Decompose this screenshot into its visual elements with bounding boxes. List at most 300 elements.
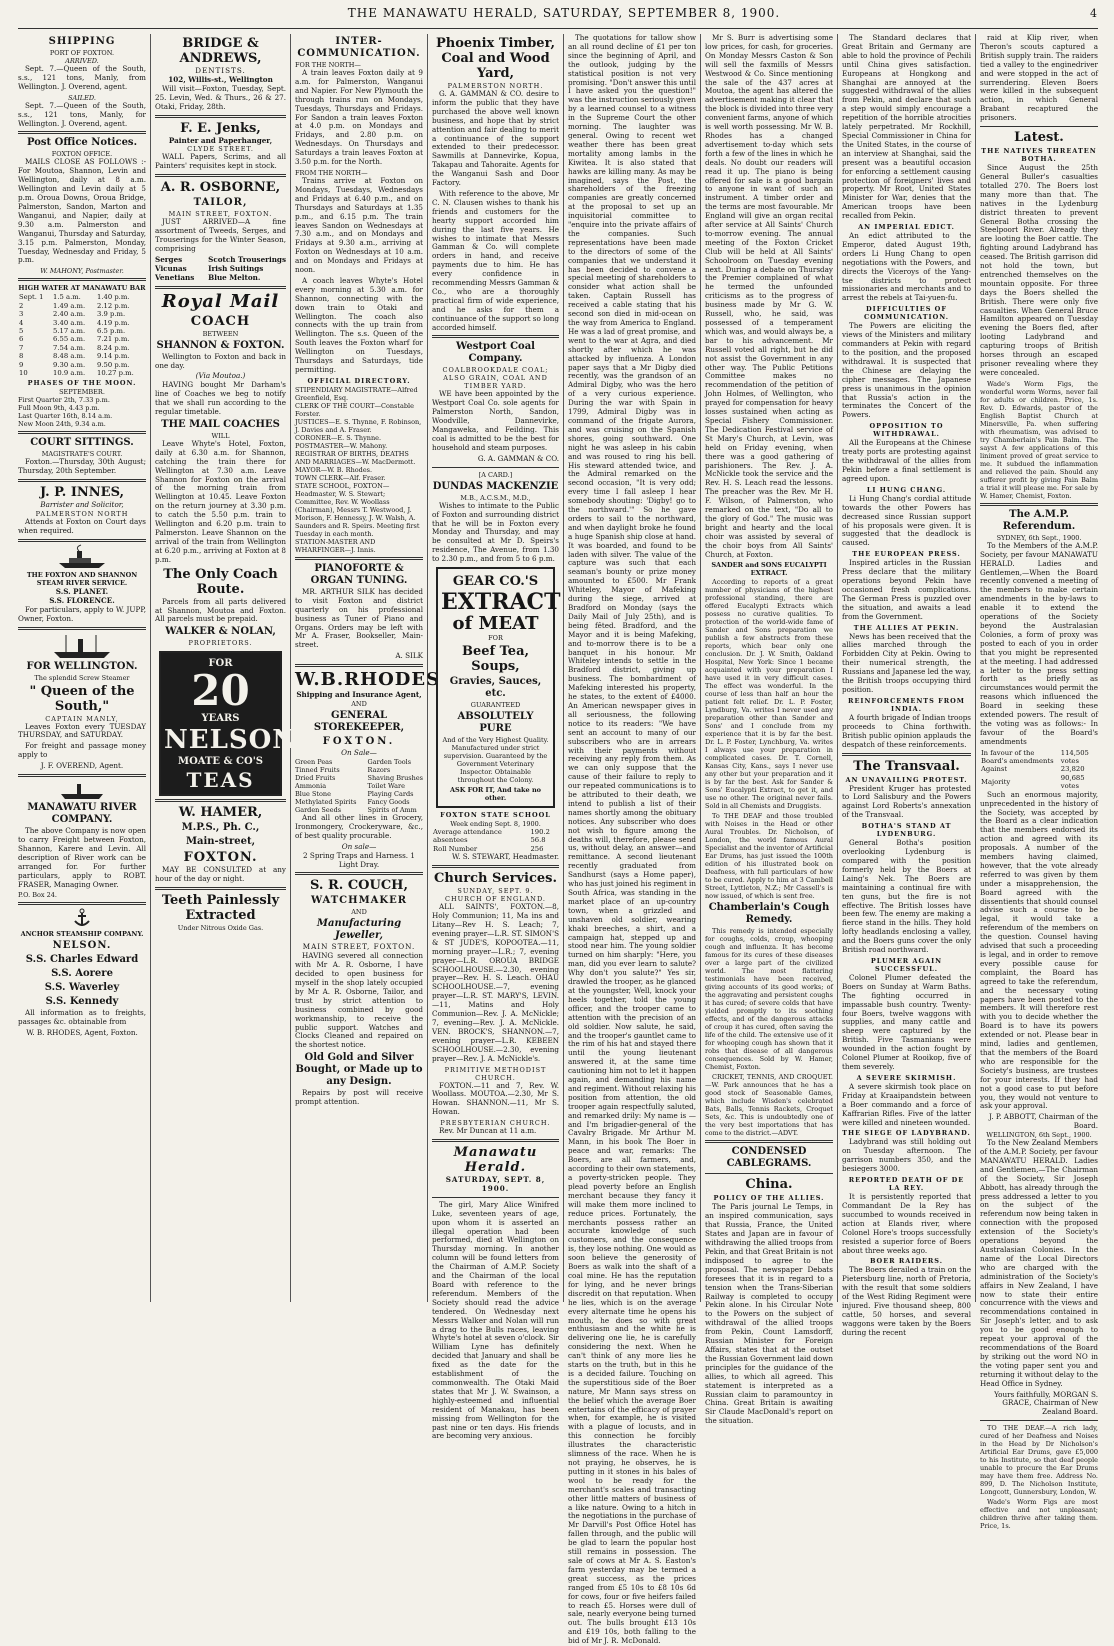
protest-heading: AN UNAVAILING PROTEST. <box>845 775 968 784</box>
nelson-name: NELSON <box>164 725 298 756</box>
school-row-cell: 56.8 <box>530 836 546 845</box>
sale-item: Green Peas <box>295 757 333 766</box>
herald-text: The girl, Mary Alice Winifred Luke, seventeen years of age, upon whom it is asserted an illegal operation had been performed, died at Wellington on Thursday morning. In another column will be found letters from the Chairman of A.M.P. Society and the Chairman of the local Board with reference to the referendum. Members of the Society should read the advice tendered. On Wednesday next Messrs Walker and Nolan will run a drag to the Bulls races, leaving Whyte's hotel at seven o'clock. Sir William Lyne has definitely decided that January and shall be fixed as the date for the establishment of the commonwealth. The Otaki Maid states that Mr J. W. Swainson, a highly-esteemed and influential resident of Manakau, has been missing from Wellington for the past nine or ten days. His friends are becoming very anxious. <box>432 1199 559 1441</box>
moon-phase: First Quarter 2th, 7.33 p.m. <box>18 396 110 405</box>
anchor-text: All information as to freights, passages &c. obtainable from <box>18 1008 146 1027</box>
school-row-cell: Average attendance <box>433 828 502 837</box>
coach-text: A coach leaves Whyte's Hotel every morning at 5.30 a.m. for Shannon, connecting with the down train to Otaki and Wellington. The coach also connects with the up train from Wellington. The s.s. Queen of the South leaves the Foxton wharf for Wellington on Tuesdays, Thursdays and Saturdays, tide permitting. <box>295 275 423 374</box>
westport-sub: COALBROOKDALE COAL; <box>442 366 549 375</box>
news-text-col5: The quotations for tallow show an all round decline of £1 per ton since the beginning of April, and the outlook, judging by the statistical position is not very promising. "Don't answer this until I have asked you the question!" was the instruction seriously given by a learned counsel to a witness in the Supreme Court the other morning. The laughter was general. Owing to recent wet weather there has been great mortality among lambs in the Kiwitea. It is also stated that hawks are killing many. As may be imagined, says the Post, the shareholders of the freezing companies are greatly concerned at the proposal to set up an inquisitorial committee to "enquire into the private affairs of the companies. Such representations have been made to the directors of some of the companies that we understand it has been decided to convene a special meeting of shareholders to consider what action shall be taken. Captain Russell has received a cable stating that his second son died in mid-ocean on the way from America to England. He was a lad of great promise, and went to the war at Agra, and died shortly after which he was attacked by influenza. A London paper says that a Mr Digby died recently, was the grandson of an Admiral Digby, who was the hero of a very curious experience. During the war with Spain in 1799, Admiral Digby was in command of the frigate Aurora, and was cruising on the Spanish shores, going southward. One night he was asleep in his cabin and was roused to ring his bell. His steward attended twice, and the Admiral remarked on the second occasion, "It is very odd; every time I fall asleep I hear somebody shouting: 'Digby! go to the northward.'" So he gave orders to sail to the northward, and when daylight broke he found a huge Spanish ship close at hand. It was boarded, and found to be laden with silver. The value of the capture was such that each seaman's bounty or prize money amounted to £500. Mr Frank Whiteley, Mayor of Mafeking during the siege, arrived at Bradford on Monday (says the Daily Mail of July 25th), and is being fêted. Bradford, and the Mayor and it is being Mafeking, and to-morrow there is to be a banquet in his honour. Mr Whiteley intends to settle in the Bradford district, giving up business. The bombardment of Mafeking interested his property, he states, to the extent of £4000. An American newspaper gives in all seriousness, the following notice to its readers: "We have sent an account to many of our subscribers who are in arrears with their payments without receiving any reply from them. As we can only suppose that the cause of their failure to reply to our repeated communications is to be attributed to their death, we intend to publish a list of their names shortly among the obituary notices. Any subscriber who does not wish to figure among the deaths will, therefore, please send us, without delay, an answer—and remittance. A second lieutenant recently graduated from Sandhurst (says a Home paper), who has just joined his regiment in South Africa, was standing in the market place of an up-country town, when a grizzled and unshaven old soldier, wearing khaki breeches, a shirt, and a campaign hat, stepped up and stood near him. The young soldier turned on him sharply: "Here, you man, did you ever learn to salute? Why don't you salute?" Yes sir, drawled the trooper, as he glanced at the youngster, Well, knock your heels together, told the young officer, and the trooper came to attention with the precision of an old soldier. Now salute, he said, and the trooper's gauntlet came to the rim of his hat and stayed there until the young lieutenant answered it, at the same time cautioning him not to let it happen again, and demanding his name and regiment. Without relaxing his position from attention, the old trooper again respectfully saluted, and remarked drily: My name is — and I'm brigadier-general of the Cavalry Brigade. Mr Arthur M. Mann, in his book The Boer in peace and war, remarks: The Boers, are all farmers, and, according to their own statements, a poverty-stricken people. They plead poverty before an English merchant because they fancy it will make them more inclined to reduce prices. Fortunately, the merchants possess rather an accurate knowledge of such customers, and the consequence is, they lose nothing. One would as soon believe the generosity of Boers as walk into the shaft of a coal mine. He has the reputation for lying, and he never brings discredit on that reputation. When he lies, which is on the average every alternate time he opens his mouth, he does so with great enthusiasm and the white he is delivering one lie, he is carefully considering the next. When he can't think of any more lies he starts on the truth, but in this he is a decided failure. Touching on the superstitious side of the Boer nature, Mr Mann says stress on the belief which the average Boer entertains of the efficacy of prayer when, for example, he is visited with a plague of locusts, and in this connection he forcibly illustrates the characteristic slimness of the race. When he is not praying, he observes, he is putting in it stones in his bales of wool to be ready for the merchant's scales and transacting other little matters of business of a like nature. Owing to a hitch in the negotiations in the purchase of Mr Darvill's Post Office Hotel has fallen through, and the public will be glad to learn the popular host still remains in possession. The sale of cows at Mr A. S. Easton's farm yesterday may be termed a great success, as the prices ranged from £5 10s to £8 10s 6d for cows, four or five heifers failed to reach £5. Horses were dull of sale, nearly everyone being turned out. The bulls brought £13 10s and £19 10s, both falling to the bid of Mr J. R. McDonald. <box>568 33 696 1646</box>
allies-heading: THE ALLIES AT PEKIN. <box>853 623 960 632</box>
arrived-heading: ARRIVED. <box>65 57 99 65</box>
tide-row-cell: 5.17 a.m. <box>53 326 86 335</box>
anchor-agent: W. B. RHODES, Agent, Foxton. <box>26 1028 138 1038</box>
official-entry: CORONER—E. S. Thynne. <box>295 433 382 442</box>
south-heading: FROM THE NORTH— <box>295 168 368 177</box>
westport-sub-2: ALSO GRAIN, COAL AND TIMBER YARD. <box>443 374 548 391</box>
sale-goods-right <box>368 758 423 814</box>
official-entry: JUSTICES—E. S. Thynne, F. Robinson, J. Davies and A. Fraser. <box>295 417 422 434</box>
phoenix-text: G. A. GAMMAN & CO. desire to inform the public that they have purchased the above well known business, and hope that by strict attention and fair dealing to merit a continuance of the support extended to their predecessor. Sawmills at Dannevirke, Kopua, Takapau and Tahoraite. Agents for the Wanganui Sash and Door Factory. <box>432 89 559 188</box>
sale-goods <box>295 758 423 814</box>
westport-heading: Westport Coal Company. <box>456 341 535 365</box>
arrived-text: Sept. 7.—Queen of the South, s.s., 121 tons, Manly, from Wellington. J. Overend, agent. <box>18 64 146 91</box>
mail-coaches-heading: THE MAIL COACHES <box>161 418 280 430</box>
column-rule <box>563 34 564 1302</box>
steamer-icon <box>52 633 112 659</box>
sale-item: Shaving Brushes <box>367 773 423 782</box>
sale-2: 2 Spring Traps and Harness. 1 Light Dray. <box>303 850 415 869</box>
rhodes-heading: W.B.RHODES <box>295 669 441 691</box>
school-body <box>432 828 559 853</box>
sale-item: Playing Cards <box>367 789 414 798</box>
osborne-good: Serges <box>155 254 183 264</box>
tide-heading: HIGH WATER AT MANAWATU BAR <box>18 284 146 293</box>
hamer-text: MAY BE CONSULTED at any hour of the day or night. <box>155 865 286 884</box>
sale-text: And all other lines in Grocery, Ironmongery, Crockeryware, &c., of best quality procurable. <box>295 812 423 840</box>
divider <box>842 753 971 756</box>
vote-row <box>980 749 1098 766</box>
divider <box>18 431 146 434</box>
tide-row <box>18 302 146 310</box>
nelson-for: FOR <box>208 658 233 670</box>
anchor-ship-name: S.S. Waverley <box>44 982 120 994</box>
divider <box>18 278 146 281</box>
policy-text: The Paris journal Le Temps, in an inspired communication, says that Russia, France, the United States and Japan are in favour of withdrawing the allied troops from Pekin, and that Great Britain is not indisposed to agree to the proposal. The newspaper Debats foresees that it is in regard to a tension when the Trans-Siberian Railway is completed to occupy Pekin alone. In his Circular Note to the Powers on the subject of withdrawal of the allied troops from Pekin, Count Lamsdorff, Russian Minister for Foreign Affairs, states that at the outset the Russian Government laid down principles for the guidance of the allies, to which all agreed. This statement is interpreted as a Russian claim to paramountcy in China. Great Britain is awaiting Sir Claude MacDonald's report on the situation. <box>705 1202 833 1426</box>
divider <box>18 627 146 630</box>
amp-text-2: Such an enormous majority, unprecedented in the history of the Society, was accepted by the Board as a clear indication that the members endorsed its action and agreed with its proposals. A number of the members having claimed, however, that the vote already referred to was given by them under a misapprehension, the Board agreed with the dissentients that should counsel advise such a course to be legal, it would take a referendum of the members on the question. Counsel having advised that such a proceeding is legal, and in order to remove every possible cause for complaint, the Board has agreed to take the referendum, and the necessary voting papers have been posted to the members. It will therefore rest with you to decide whether the Board is to have its powers extended or not. Please bear in mind, ladies and gentlemen, that the members of the Board who are responsible for the Society's business, are trustees for your interests. If they had not a good case to put before you, they would not venture to ask your approval. <box>980 789 1098 1111</box>
sale-item: Spirits of Amm <box>367 805 417 814</box>
divider <box>980 503 1098 506</box>
anchor-ship-name: S.S. Charles Edward <box>25 954 139 966</box>
osborne-goods <box>155 256 286 283</box>
overend-agent: J. F. OVEREND, Agent. <box>40 761 124 771</box>
hamer-street: Main-street, <box>185 836 256 848</box>
reinforce-heading: REINFORCEMENTS FROM INDIA. <box>848 696 965 713</box>
tide-row-cell: 10.9 a.m. <box>53 368 86 377</box>
cablegrams-heading: CONDENSED CABLEGRAMS. <box>726 1146 812 1170</box>
plumer-heading: PLUMER AGAIN SUCCESSFUL. <box>870 956 943 973</box>
presbyterian-text: Rev. Mr Duncan at 11 a.m. <box>439 1126 537 1136</box>
steam-ship-name: S.S. FLORENCE. <box>49 595 115 605</box>
couch-address: MAIN STREET, FOXTON. <box>302 942 416 952</box>
osborne-text: JUST ARRIVED—A fine assortment of Tweeds, Serges, and Trouserings for the Winter Season, comprising <box>155 217 286 253</box>
school-row-cell: 190.2 <box>530 828 550 837</box>
jenks-sub: Painter and Paperhanger, <box>168 135 273 145</box>
ladybrand-text: Ladybrand was still holding out on Tuesday afternoon. The garrison numbers 350, and the besiegers 3000. <box>842 1137 971 1174</box>
nelson-teas: TEAS <box>186 768 255 793</box>
column-5 <box>568 33 696 1646</box>
divider <box>155 115 286 118</box>
withdrawal-text: All the Europeans at the Chinese treaty ports are protesting against the withdrawal of the allies from Pekin before a final settlement is agreed upon. <box>842 438 971 483</box>
protest-text: President Kruger has protested to Lord Salisbury and the Powers against Lord Roberts's annexation of the Transvaal. <box>842 783 971 820</box>
court-sub: MAGISTRATE'S COURT. <box>41 450 123 459</box>
gear-gravies: Gravies, Sauces, etc. <box>449 676 542 700</box>
divider <box>155 887 286 890</box>
divider <box>18 774 146 777</box>
hamer-town: FOXTON. <box>183 850 258 866</box>
gear-ask: ASK FOR IT, And take no other. <box>449 786 542 803</box>
lihung-text: Li Hung Chang's cordial attitude towards the other Powers has decreased since Russian support of his proposals were given. It is suggested that the deadlock is caused. <box>842 493 971 548</box>
nelson-co: MOATE & CO'S <box>178 756 263 768</box>
innes-text: Attends at Foxton on Court days when required. <box>18 517 146 535</box>
card-label: [A CARD.] <box>478 470 513 479</box>
post-office-text: MAILS CLOSE AS FOLLOWS :- For Moutoa, Shannon, Levin and Wellington, daily at 8 a.m. Wellington and Levin daily at 5 p.m. Oroua Downs, Oroua Bridge, Palmerston, Sandon, Marton and Wanganui, and Napier, daily at 9.30 a.m. Palmerston and Wanganui, Thursday and Saturday, 3.15 p.m. Palmerston, Monday, Tuesday, Wednesday and Friday, 5 p.m. <box>18 157 146 265</box>
column-rule <box>427 34 428 1302</box>
amp2-sign: Yours faithfully, MORGAN S. GRACE, Chairman of New Zealand Board. <box>994 1389 1098 1417</box>
couch-end: Repairs by post will receive prompt attention. <box>295 1088 423 1107</box>
news-text-col7: The Standard declares that Great Britain and Germany are able to hold the province of Pechili until China gives satisfaction. Europeans at Hongkong and Shanghai are annoyed at the suggested withdrawal of the allies from Pekin, and declare that such a step would simply encourage a repetition of the horrible atrocities lately perpetrated. Mr Rockhill, Special Commissioner in China for the United States, in the course of an interview at Shanghai, said the present was a beautiful occasion for enforcing a settlement causing protection of foreigners' lives and property. Mr Root, United States Minister for War, denies that the American troops have been recalled from Pekin. <box>842 33 971 221</box>
school-row <box>432 836 559 844</box>
gear-extract: EXTRACT <box>441 589 561 616</box>
dentists-address: 102, Willis-st., Wellington <box>168 74 273 84</box>
tide-row-cell: 1.5 a.m. <box>53 293 81 302</box>
latest-heading: Latest. <box>1014 130 1064 146</box>
sale-item: Garden Seeds <box>295 805 342 814</box>
sale-item: Blue Stone <box>295 789 331 798</box>
vote-row-cell: 90,685 votes <box>1060 773 1085 791</box>
sailed-heading: SAILED. <box>68 93 96 102</box>
tide-row-cell: 6 <box>19 335 24 344</box>
anchor-ship-name: S.S. Kennedy <box>45 996 119 1008</box>
will: WILL <box>211 431 230 440</box>
ladybrand-heading: THE SIEGE OF LADYBRAND. <box>842 1129 971 1138</box>
anchor-nelson: NELSON. <box>52 940 112 952</box>
shipping-heading: SHIPPING <box>48 36 116 47</box>
queen-name: " Queen of the South," <box>29 683 135 714</box>
court-text: Foxton.—Thursday, 30th August; Thursday, 20th September. <box>18 457 146 476</box>
westport-sign: G. A. GAMMAN & CO. <box>477 453 559 463</box>
column-rule <box>837 34 838 1302</box>
raiders-heading: BOER RAIDERS. <box>869 1257 944 1266</box>
tide-row <box>18 327 146 335</box>
official-entry: STIPENDIARY MAGISTRATE—Alfred Greenfield, Esq. <box>295 385 418 402</box>
tide-row-cell: 7.21 p.m. <box>97 335 130 344</box>
hamer-heading: W. HAMER, <box>178 805 263 821</box>
post-office-heading: Post Office Notices. <box>26 137 138 149</box>
worm-figs-text: Wade's Worm Figs, the wonderful worm Worms, never fail for adults or children. Price, 1s. Rev. D. Edwards, pastor of the English Baptist Church at Minersville, Pa. when suffering with rheumatism, was advised to try Chamberlain's Pain Balm. The sayst A few applications of this liniment proved of great service to me. It subdued the inflammation and relieved the pain. Should any sufferer profit by giving Pain Balm a trial it will please me. For sale by W. Hamer, Chemist, Foxton. <box>980 379 1098 500</box>
port-heading: PORT OF FOXTON. <box>49 49 115 57</box>
school-row-cell: absentees <box>433 836 468 845</box>
south-text: Trains arrive at Foxton on Mondays, Tuesdays, Wednesdays and Fridays at 6.40 p.m., and on Thursdays and Saturdays at 1.35 p.m., and 6.15 p.m. The train leaves Sandon on Wednesdays at 7.30 a.m., and on Mondays and Fridays at 9.30 a.m., arriving at Foxton on Wednesdays at 10 a.m. and on Mondays and Fridays at noon. <box>295 175 423 275</box>
osborne-good: Irish Suitings <box>208 263 264 273</box>
darham-text: HAVING bought Mr Darham's line of Coaches we beg to notify that we shall run according to the regular timetable. <box>155 380 286 417</box>
rhodes-and: AND <box>351 700 367 709</box>
on-sale-2: On sale— <box>341 841 377 851</box>
moon-month: SEPTEMBER. <box>59 388 105 397</box>
river-company-heading: MANAWATU RIVER COMPANY. <box>27 802 137 826</box>
phoenix-sub: PALMERSTON NORTH. <box>447 82 544 90</box>
sale-item: Toilet Ware <box>367 781 405 790</box>
school-table <box>432 828 559 853</box>
divider <box>432 467 559 468</box>
official-entry: MAYOR—W. B. Rhodes. <box>295 465 373 474</box>
gear-for: FOR <box>488 634 503 643</box>
column-2 <box>155 34 298 1302</box>
votes-table <box>980 749 1098 791</box>
vote-row-cell: In favour of the Board's amendments <box>981 748 1054 766</box>
dentists-sub: DENTISTS. <box>195 66 246 75</box>
innes-place: PALMERSTON NORTH <box>35 510 129 519</box>
tide-table <box>18 293 146 377</box>
divider <box>432 1139 559 1142</box>
mail-text: Leave Whyte's Hotel, Foxton, daily at 6.30 a.m. for Shannon, catching the train there for Wellington at 7.30 a.m. Leave Shannon for Foxton on the arrival of the morning train from Wellington at 10.45. Leave Foxton on the return journey at 3.30 p.m. to catch the 5.50 p.m. train to Wellington and 6.20 p.m. train to Palmerston. Leave Shannon on the arrival of the train from Wellington at 6.20 p.m., arriving at Foxton at 8 p.m. <box>155 438 286 564</box>
jenks-text: WALL Papers, Scrims, and all Painters' requisites kept in stock. <box>155 152 286 171</box>
sale-item: Dried Fruits <box>295 773 336 782</box>
divider <box>295 872 423 875</box>
osborne-goods-left <box>155 256 194 283</box>
amp-sign: J. P. ABBOTT, Chairman of the Board. <box>988 1112 1098 1131</box>
walker-sub: PROPRIETORS. <box>188 639 253 648</box>
sale-item: Razors <box>367 765 391 774</box>
rhodes-store: GENERAL STOREKEEPER, <box>313 710 405 734</box>
withdrawal-heading: OPPOSITION TO WITHDRAWAL. <box>869 422 944 439</box>
difficult-heading: DIFFICULTIES OF COMMUNICATION. <box>863 305 950 322</box>
official-entry: STATION-MASTER AND WHARFINGER—J. Innis. <box>295 537 376 554</box>
natives-text: Since August the 25th General Buller's casualties totalled 270. The Boers lost many more than that. The natives in the Lydenburg district threaten to prevent General Botha crossing the Steelpoort River. Already they are looting the Boer cattle. The fighting around Ladybrand has ceased. The British garrison did not hold the town, but entrenched themselves on the mountain opposite. For three days the Boers shelled the British. There were only five casualties. When General Bruce Hamilton appeared on Tuesday evening the Boers fled, after looting Ladybrand and capturing troops of British horses through an escaped prisoner revealing where they were concealed. <box>980 163 1098 377</box>
osborne-address: MAIN STREET, FOXTON. <box>168 210 273 219</box>
deaf-notice: To THE DEAF and those troubled with Noises in the Head or other Aural Troubles. Dr. Nicholson, of London, the world famous Aural Specialist and the inventor of Artificial Ear Drums, has just issued the 100th edition of his illustrated book on Deafness, with full particulars of how to be cured. Apply to him at 3 Cambell Street, Lyttleton, N.Z.; Mr Cassell's is now issued, of which is sent free. <box>705 812 833 901</box>
osborne-heading: A. R. OSBORNE, <box>160 180 281 196</box>
tide-row-cell: 2.12 p.m. <box>97 301 130 310</box>
inter-heading: INTER-COMMUNICATION. <box>297 36 421 59</box>
queen-text: Leaves Foxton every TUESDAY THURSDAY, and SATURDAY. <box>18 721 146 740</box>
moon-heading: PHASES OF THE MOON. <box>27 379 137 388</box>
column-4 <box>432 34 561 1441</box>
divider <box>980 1420 1098 1421</box>
church-text: ALL SAINTS', FOXTON.—8, Holy Communion; 11, Ma ins and Litany—Rev H. S. Leach; 7, evening prayer—L.R. ST. SIMON'S & ST JUDE'S, KOPOOTEA.—11, morning prayer—L.R.; 7, evening prayer—L.R. OROUA BRIDGE SCHOOLHOUSE.—2.30, evening prayer—Rev. H. S. Leach. OHAU SCHOOLHOUSE.—7, evening prayer—L.R. ST. MARY'S, LEVIN.—11, Matins and Holy Communion—Rev. J. A. McNickle; 7, evening—Rev. J. A. McNickle. VEN. BROCK'S, SHANNON.—7, evening prayer—L.R. KEBEEN SCHOOLHOUSE.—2.30, evening prayer—Rev. J. A. McNickle's. <box>432 902 559 1063</box>
divider <box>155 799 286 802</box>
north-heading: FOR THE NORTH— <box>295 61 361 69</box>
couch-heading: S. R. COUCH, <box>310 878 408 894</box>
dundas-sub: M.B., A.C.S.M., M.D., <box>460 493 531 502</box>
moon-phase: Last Quarter 16th, 8.14 a.m. <box>18 412 113 421</box>
press-heading: THE EUROPEAN PRESS. <box>852 550 961 559</box>
herald-title: Manawatu Herald. <box>453 1145 538 1176</box>
plumer-text: Colonel Plumer defeated the Boers on Sunday at Warm Baths. The fighting occurred in impassable bush country. Twenty-four Boers, twelve waggons with supplies, and many cattle and sheep were captured by the British. Five Tasmanians were wounded in the action fought by Colonel Plumer at Rooikop, five of them severely. <box>842 972 971 1071</box>
column-rule <box>700 34 701 1302</box>
herald-date: SATURDAY, SEPT. 8, 1900. <box>445 1175 546 1193</box>
divider <box>18 902 146 905</box>
tide-row-cell: 3.40 a.m. <box>53 318 86 327</box>
steamship-icon <box>57 545 107 569</box>
school-row <box>432 828 559 836</box>
transvaal-heading: The Transvaal. <box>853 758 960 774</box>
osborne-good: Scotch Trouserings <box>208 254 286 264</box>
official-entry: POSTMASTER—W. Mahony. <box>295 441 388 450</box>
sale-item: Garden Tools <box>367 757 412 766</box>
nelson-years: YEARS <box>201 713 240 725</box>
church-england: CHURCH OF ENGLAND. <box>445 895 546 904</box>
sander-heading: SANDER and SONS EUCALYPTI EXTRACT. <box>711 561 827 578</box>
divider <box>980 126 1098 127</box>
vote-row-cell: Against <box>981 765 1008 774</box>
botha-heading: BOTHA'S STAND AT LYDENBURG. <box>861 822 952 839</box>
tide-row-cell: 6.55 a.m. <box>53 335 86 344</box>
delarey-text: It is persistently reported that Commandant De la Rey has succumbed to wounds received in action at Elands river, where Colonel Hore's troops successfully resisted a superior force of Boers about three weeks ago. <box>842 1192 971 1255</box>
divider <box>705 1173 833 1174</box>
anchor-heading: ANCHOR STEAMSHIP COMPANY. <box>20 930 144 939</box>
route-text: Parcels from all parts delivered at Shannon, Moutoa and Foxton. All parcels must be prepaid. <box>155 596 286 624</box>
column-rule <box>290 34 291 1302</box>
tide-row <box>18 361 146 369</box>
steam-text: For particulars, apply to W. JUPP, Owner, Foxton. <box>18 604 146 623</box>
coach-heading: COACH <box>190 313 251 329</box>
reinforce-text: A fourth brigade of Indian troops proceeds to China forthwith. British public opinion applauds the despatch of these reinforcements. <box>842 712 971 749</box>
divider <box>432 1197 559 1198</box>
china-heading: China. <box>745 1177 793 1193</box>
methodist-heading: PRIMITIVE METHODIST CHURCH. <box>444 1065 547 1082</box>
via-moutoa: (Via Moutoa.) <box>195 371 246 381</box>
tide-body <box>18 293 146 377</box>
tide-row-cell: 1.40 p.m. <box>97 293 130 302</box>
skirmish-text: A severe skirmish took place on Friday at Kraaipandstein between a Boer commando and a force of Kaffrarian Rifles. Five of the latter were killed and nineteen wounded. <box>842 1081 971 1127</box>
tide-row <box>18 293 146 301</box>
couch-jeweller: Manufacturing Jeweller, <box>316 918 402 942</box>
tide-row-cell: 5 <box>19 326 24 335</box>
steam-heading: THE FOXTON AND SHANNON STEAM RIVER SERVICE. <box>26 570 138 587</box>
allies-text: News has been received that the allies marched through the Forbidden City at Pekin. Owing to their numerical strength, the Russians and Japanese led the way, the British troops occupying third position. <box>842 631 971 694</box>
divider <box>295 557 423 560</box>
amp-heading: The A.M.P. Referendum. <box>1002 508 1076 532</box>
tide-row-cell: 4.19 p.m. <box>97 318 130 327</box>
river-company-text: The above Company is now open to carry Freight between Foxton, Shannon, Karere and Levin. All description of River work can be arranged for. For further particulars, apply to ROBT. FRASER, Managing Owner. <box>18 826 146 889</box>
hamer-sub: M.P.S., Ph. C., <box>181 822 260 834</box>
masthead-title: THE MANAWATU HERALD, SATURDAY, SEPTEMBER 8, 1900. <box>347 6 781 20</box>
on-sale: On Sale— <box>341 748 377 758</box>
dundas-heading: DUNDAS MACKENZIE <box>432 480 559 492</box>
tide-row-cell: 4 <box>19 318 24 327</box>
tide-row-cell: 2 <box>19 301 24 310</box>
tide-row-cell: 7.54 a.m. <box>53 343 86 352</box>
cricket-text: CRICKET, TENNIS, AND CROQUET.—W. Park announces that he has a good stock of Seasonable Games, which include Wisden's celebrated Bats, Balls, Tennis Rackets, Croquet Sets, &c. This is undoubtedly one of the very best importations that has come to the district.—ADVT. <box>705 1073 833 1138</box>
school-week: Week ending Sept. 8, 1900. <box>450 820 541 829</box>
shannon-foxton-heading: SHANNON & FOXTON. <box>156 339 285 351</box>
press-text: Inspired articles in the Russian Press declare that the military operations beyond Pekin have occasioned fresh complications. The German Press is puzzled over the situation, and awaits a lead from the Government. <box>842 558 971 621</box>
court-heading: COURT SITTINGS. <box>30 437 134 449</box>
divider <box>18 539 146 542</box>
column-8 <box>980 33 1098 1531</box>
freight-text: For freight and passage money apply to <box>18 741 146 760</box>
official-list <box>295 386 423 554</box>
westport-text: WE have been appointed by the Westport Coal Co. sole agents for Palmerston North, Sandon, Woodville, Dannevirke, Mangaweka, and Feilding. This coal is admitted to be the best for household and steam purposes. <box>432 389 559 452</box>
chamberlain-text: This remedy is intended especially for coughs, colds, croup, whooping cough and influenza. It has become famous for its cures of these diseases over a large part of the civilized world. The most flattering testimonials have been received, giving accounts of its good works; of the aggravating and persistent coughs it has cured; of severe colds that have yielded promptly to its soothing effects, and of the dangerous attacks of croup it has cured, often saving the life of the child. The extensive use of it for whooping cough has shown that it robs that disease of all dangerous consequences. Sold by W. Hamer, Chemist, Foxton. <box>705 927 833 1072</box>
gear-pure: ABSOLUTELY PURE <box>457 711 534 735</box>
official-entry: REGISTRAR OF BIRTHS, DEATHS AND MARRIAGES—W. MacDermott. <box>295 449 416 466</box>
gear-beef: Beef Tea, Soups, <box>461 644 530 675</box>
amp2-date: WELLINGTON, 6th Sept., 1900. <box>986 1131 1092 1140</box>
couch-sub: WATCHMAKER <box>310 895 408 907</box>
sale-item: Tinned Fruits <box>295 765 340 774</box>
sander-text: According to reports of a great number of physicians of the highest professional standing, there are offered Eucalypti Extracts which possess no curative qualities. To protection of the world-wide fame of Sander and Sons preparation we publish a few abstracts from these reports, which bear only one conclusion. Dr. J. W. Smith, Oakland Hospital, New York: Since 1 became acquainted with your preparation I have used it in very difficult cases. The effect was wonderful. In the course of less than half an hour the patient felt relief. Dr. L. P. Foster, Lyndburg, Va. writes I never used any preparation other than Sander and Sons' and I conclude from my experience that it is by far the best. Dr. L. P. Foster, Lynchburg, Va. writes I always use your preparation in complicated cases. Dr. T. Cornell, Kansas City, Kans., says I never use any other but your preparation and it is by far the best. Ask for Sander & Sons' Eucalypti Extract, to get it, and use no other. The original never fails. Sold in all Chemists and Druggists. <box>705 578 833 811</box>
gear-guaranteed: GUARANTEED <box>470 701 521 710</box>
phoenix-text-2: With reference to the above, Mr C. N. Clausen wishes to thank his friends and customers for the hearty support accorded him during the last five years. He wishes to intimate that Messrs Gamman & Co. will complete orders in hand, and receive payments due to him. He has every confidence in recommending Messrs Gamman & Co., who are a thoroughly practical firm of wide experience, and he asks for them a continuance of the support so long accorded himself. <box>432 188 559 332</box>
column-1 <box>18 34 146 1302</box>
divider <box>432 865 559 868</box>
captain: CAPTAIN MANLY, <box>45 714 119 723</box>
osborne-good: Venetians <box>155 272 195 282</box>
vote-row-cell: Majority <box>981 778 1011 787</box>
osborne-goods-right <box>208 256 286 283</box>
anchor-ship-name: S.S. Aorere <box>51 968 113 980</box>
edict-text: An edict attributed to the Emperor, dated August 19th, orders Li Hung Chang to open negotiations with the Powers, and directs the Viceroys of the Yang-tse districts to protect missionaries and merchants and to arrest the rebels at Tai-yuen-fu. <box>842 231 971 303</box>
tide-row-cell: 8.48 a.m. <box>53 352 86 361</box>
tide-row-cell: 8 <box>19 352 24 361</box>
church-date: SUNDAY, SEPT. 9. <box>457 887 534 896</box>
divider <box>155 174 286 177</box>
north-text: A train leaves Foxton daily at 9 a.m. for Palmerston, Wanganui and Napier. For New Plymouth the through trains run on Mondays, Tuesdays, Thursdays and Fridays. For Sandon a train leaves Foxton at 4.0 p.m. on Mondays and Fridays, and 2.80 p.m. on Wednesdays. On Thursdays and Saturdays a train leaves Foxton at 3.50 p.m. for the North. <box>295 68 423 167</box>
piano-sign: A. SILK <box>395 651 423 661</box>
steam-ship-name: S.S. PLANET. <box>55 586 109 596</box>
gold-heading: Old Gold and Silver Bought, or Made up to any Design. <box>295 1052 423 1088</box>
column-7 <box>842 33 971 1337</box>
official-heading: OFFICIAL DIRECTORY. <box>307 376 411 385</box>
royal-mail-heading: Royal Mail <box>161 290 280 312</box>
between: BETWEEN <box>202 329 239 338</box>
raiders-text: The Boers derailed a train on the Pietersburg line, north of Pretoria, with the result that some soldiers of the West Riding Regiment were injured. Five thousand sheep, 800 cattle, 50 horses, and several waggons were taken by the Boers during the recent <box>842 1265 971 1337</box>
tide-row-cell: 2.40 a.m. <box>53 310 86 319</box>
tide-row-cell: 3.9 p.m. <box>97 310 126 319</box>
page-number: 4 <box>1089 7 1098 20</box>
church-heading: Church Services. <box>433 871 558 887</box>
gear-extract-ad <box>436 567 561 808</box>
walker-nolan: WALKER & NOLAN, <box>165 626 276 638</box>
innes-title: Barrister and Solicitor, <box>40 500 124 510</box>
tide-row-cell: 3 <box>19 310 24 319</box>
sale-item: Fancy Goods <box>367 797 410 806</box>
vote-row-cell: 114,505 votes <box>1060 748 1089 766</box>
moon-phase: Full Moon 9th, 4.43 p.m. <box>18 404 100 413</box>
methodist-text: FOXTON.—11 and 7, Rev. W. Woollass. MOUTOA.—2.30, Mr S. Howan. SHANNON.—11, Mr S. Howan. <box>432 1080 559 1117</box>
column-rule <box>150 34 151 1302</box>
teeth-heading: Teeth Painlessly Extracted <box>161 893 280 924</box>
vote-row-cell: 23,820 <box>1060 765 1085 774</box>
gear-note: And of the Very Highest Quality. Manufactured under strict supervision. Guaranteed by the Government Veterinary Inspector. Obtainable throughout the Colony. <box>442 736 549 785</box>
school-row-cell: Roll Number <box>433 844 478 853</box>
news-text-col8: raid at Klip river, when Theron's scouts captured a British supply train. The raiders tied a valley to the enginedriver and were stopped in the act of surrendering. Eleven Boers were killed in the subsequent action, in which General Brabant recaptured the prisoners. <box>980 33 1098 123</box>
official-entry: TOWN CLERK—Alf. Fraser. <box>295 473 386 482</box>
school-row-cell: 256 <box>530 844 544 853</box>
column-3 <box>295 34 441 1302</box>
screw-heading: The splendid Screw Steamer <box>34 673 130 682</box>
tide-row <box>18 335 146 343</box>
couch-and: AND <box>351 908 367 917</box>
gear-heading: GEAR CO.'S <box>452 574 539 590</box>
tide-row-cell: 10.27 p.m. <box>97 368 134 377</box>
gear-meat: of MEAT <box>452 613 539 635</box>
piano-heading: PIANOFORTE & ORGAN TUNING. <box>310 562 408 586</box>
sale-goods-left <box>295 758 356 814</box>
tide-row-cell: 9.50 p.m. <box>97 360 130 369</box>
jenks-address: CLYDE STREET. <box>187 145 254 154</box>
phoenix-heading: Phoenix Timber, Coal and Wood Yard, <box>436 36 555 81</box>
couch-text: HAVING severed all connection with Mr A. R. Osborne, I have decided to open business for myself in the shop lately occupied by Mr A. R. Osborne, Tailor, and trust by strict attention to business combined by good workmanship, to receive the public support. Watches and Clocks Cleaned and repaired on the shortest notice. <box>295 951 423 1050</box>
vote-row <box>980 774 1098 791</box>
column-6 <box>705 33 833 1426</box>
tide-row <box>18 310 146 318</box>
botha-text: General Botha's position overlooking Lydenburg is compared with the position formerly held by the Boers at Laing's Nek. The Boers are maintaining a continual fire with ten guns, but the fire is not effective. The British losses have been few. The enemy are making a fierce stand in the hills. They hold lofty headlands enclosing a valley, and the Boers guns cover the only British road northward. <box>842 838 971 955</box>
sale-item: Methylated Spirits <box>295 797 357 806</box>
tide-row-cell: 9.30 a.m. <box>53 360 86 369</box>
tide-row <box>18 344 146 352</box>
sailed-text: Sept. 7.—Queen of the South, s.s., 121 tons, Manly, for Wellington. J. Overend, agent. <box>18 100 146 128</box>
osborne-good: Blue Melton. <box>208 272 261 282</box>
moon-phase: New Moon 24th, 9.34 a.m. <box>18 420 106 429</box>
dentists-text: Will visit—Foxton, Tuesday, Sept. 25. Levin, Wed. & Thurs., 26 & 27. Otaki, Friday, 28th. <box>155 83 286 111</box>
divider <box>18 131 146 134</box>
anchor-ships <box>18 954 146 1008</box>
riverboat-icon <box>59 780 105 800</box>
vote-row <box>980 765 1098 773</box>
